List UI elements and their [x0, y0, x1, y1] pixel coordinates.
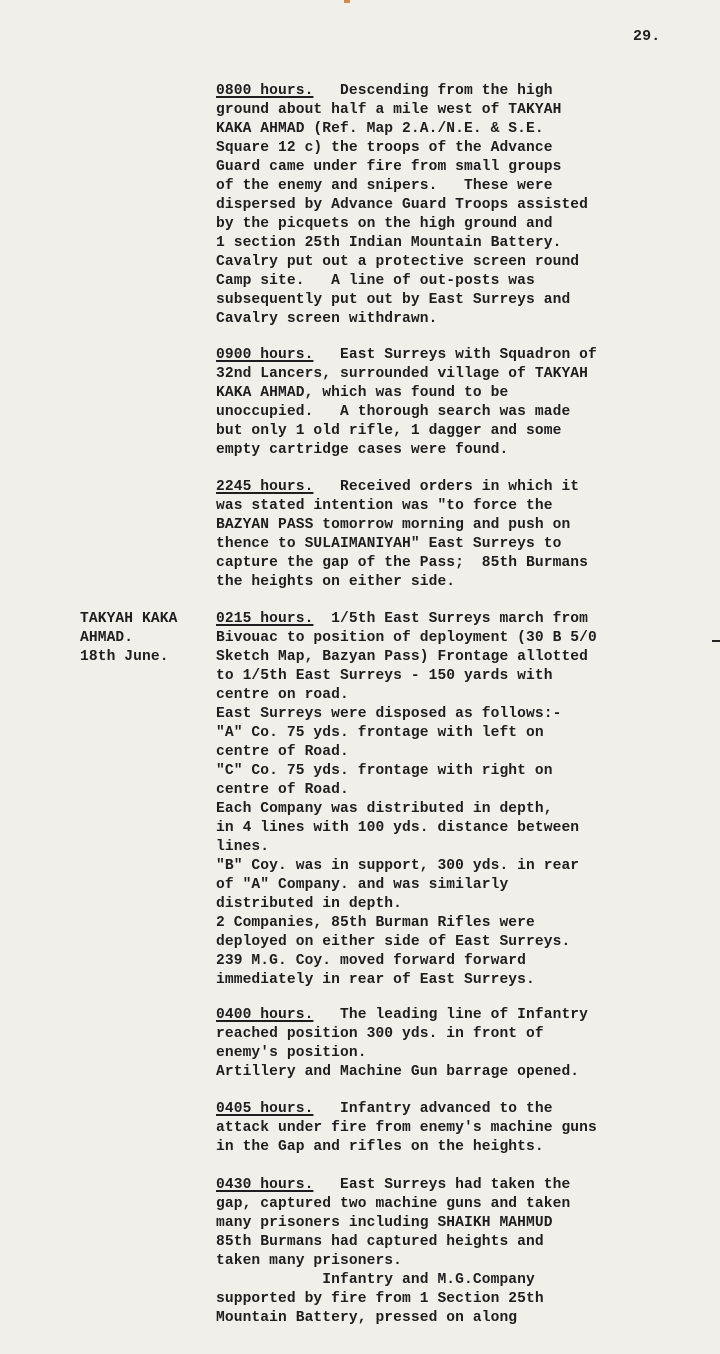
entry-text-line: East Surreys with Squadron of — [313, 347, 597, 363]
entry-text-line: Bivouac to position of deployment (30 B 5/0 — [216, 630, 597, 646]
entry-text-line: ground about half a mile west of TAKYAH — [216, 102, 562, 118]
entry-text-line: to 1/5th East Surreys - 150 yards with — [216, 668, 553, 684]
entry-time: 0430 hours. — [216, 1177, 314, 1193]
entry-text-line: capture the gap of the Pass; 85th Burmans — [216, 555, 589, 571]
entry-text-line: thence to SULAIMANIYAH" East Surreys to — [216, 536, 562, 552]
entry-text-line: in 4 lines with 100 yds. distance between — [216, 820, 580, 836]
entry-text-line: Infantry and M.G.Company — [216, 1272, 535, 1288]
entry-text-line: The leading line of Infantry — [313, 1007, 589, 1023]
entry-text-line: Sketch Map, Bazyan Pass) Frontage allotted — [216, 649, 589, 665]
entry-text-line: East Surreys had taken the — [313, 1177, 571, 1193]
entry-text-line: Camp site. A line of out-posts was — [216, 273, 535, 289]
entry-text-line: Infantry advanced to the — [313, 1101, 553, 1117]
entry-text-line: immediately in rear of East Surreys. — [216, 972, 535, 988]
entry-heading-line — [216, 1100, 553, 1119]
entry-text-line: deployed on either side of East Surreys. — [216, 934, 571, 950]
entry-time: 2245 hours. — [216, 479, 314, 495]
entry-text-line: Each Company was distributed in depth, — [216, 801, 553, 817]
entry-text-line: taken many prisoners. — [216, 1253, 403, 1269]
edge-mark — [344, 0, 350, 3]
margin-place: TAKYAH KAKA — [80, 611, 178, 627]
entry-text-line: the heights on either side. — [216, 574, 456, 590]
entry-text-line: Artillery and Machine Gun barrage opened. — [216, 1064, 580, 1080]
entry-time: 0215 hours. — [216, 611, 314, 627]
entry-text-line: subsequently put out by East Surreys and — [216, 292, 571, 308]
entry-text-line: Cavalry screen withdrawn. — [216, 311, 438, 327]
margin-date: 18th June. — [80, 649, 169, 665]
entry-heading-line — [216, 478, 579, 497]
entry-text-line: Cavalry put out a protective screen round — [216, 254, 580, 270]
entry-text-line: "A" Co. 75 yds. frontage with left on — [216, 725, 544, 741]
entry-text-line: Descending from the high — [313, 83, 553, 99]
entry-text-line: gap, captured two machine guns and taken — [216, 1196, 571, 1212]
entry-heading-line — [216, 1006, 588, 1025]
entry-text-line: of the enemy and snipers. These were — [216, 178, 553, 194]
entry-text-line: was stated intention was "to force the — [216, 498, 553, 514]
entry-time: 0900 hours. — [216, 347, 314, 363]
entry-text-line: distributed in depth. — [216, 896, 403, 912]
entry-text-line: BAZYAN PASS tomorrow morning and push on — [216, 517, 571, 533]
entry-heading-line — [216, 610, 588, 629]
entry-text-line: Guard came under fire from small groups — [216, 159, 562, 175]
entry-text-line: "C" Co. 75 yds. frontage with right on — [216, 763, 553, 779]
entry-text-line: by the picquets on the high ground and — [216, 216, 553, 232]
entry-text-line: enemy's position. — [216, 1045, 367, 1061]
entry-heading-line — [216, 82, 553, 101]
edge-mark — [712, 640, 720, 642]
entry-text-line: in the Gap and rifles on the heights. — [216, 1139, 544, 1155]
entry-text-line: attack under fire from enemy's machine guns — [216, 1120, 597, 1136]
entry-heading-line — [216, 1176, 570, 1195]
entry-text-line: many prisoners including SHAIKH MAHMUD — [216, 1215, 553, 1231]
entry-text-line: 1 section 25th Indian Mountain Battery. — [216, 235, 562, 251]
entry-text-line: Received orders in which it — [313, 479, 580, 495]
entry-text-line: 85th Burmans had captured heights and — [216, 1234, 544, 1250]
entry-text-line: lines. — [216, 839, 270, 855]
entry-time: 0400 hours. — [216, 1007, 314, 1023]
entry-text-line: centre of Road. — [216, 744, 349, 760]
entry-text-line: 239 M.G. Coy. moved forward forward — [216, 953, 527, 969]
entry-time: 0405 hours. — [216, 1101, 314, 1117]
entry-text-line: of "A" Company. and was similarly — [216, 877, 509, 893]
entry-text-line: empty cartridge cases were found. — [216, 442, 509, 458]
entry-text-line: Mountain Battery, pressed on along — [216, 1310, 518, 1326]
entry-time: 0800 hours. — [216, 83, 314, 99]
entry-text-line: "B" Coy. was in support, 300 yds. in rear — [216, 858, 580, 874]
entry-text-line: 1/5th East Surreys march from — [313, 611, 589, 627]
entry-text-line: centre of Road. — [216, 782, 349, 798]
entry-heading-line — [216, 346, 597, 365]
entry-text-line: 2 Companies, 85th Burman Rifles were — [216, 915, 535, 931]
entry-text-line: KAKA AHMAD, which was found to be — [216, 385, 509, 401]
entry-text-line: 32nd Lancers, surrounded village of TAKYAH — [216, 366, 589, 382]
entry-text-line: reached position 300 yds. in front of — [216, 1026, 544, 1042]
entry-text-line: East Surreys were disposed as follows:- — [216, 706, 562, 722]
entry-text-line: dispersed by Advance Guard Troops assisted — [216, 197, 589, 213]
margin-place: AHMAD. — [80, 630, 134, 646]
entry-text-line: Square 12 c) the troops of the Advance — [216, 140, 553, 156]
entry-text-line: centre on road. — [216, 687, 349, 703]
entry-text-line: but only 1 old rifle, 1 dagger and some — [216, 423, 562, 439]
entry-text-line: unoccupied. A thorough search was made — [216, 404, 571, 420]
page-number: 29. — [633, 28, 661, 45]
entry-text-line: KAKA AHMAD (Ref. Map 2.A./N.E. & S.E. — [216, 121, 544, 137]
entry-text-line: supported by fire from 1 Section 25th — [216, 1291, 544, 1307]
